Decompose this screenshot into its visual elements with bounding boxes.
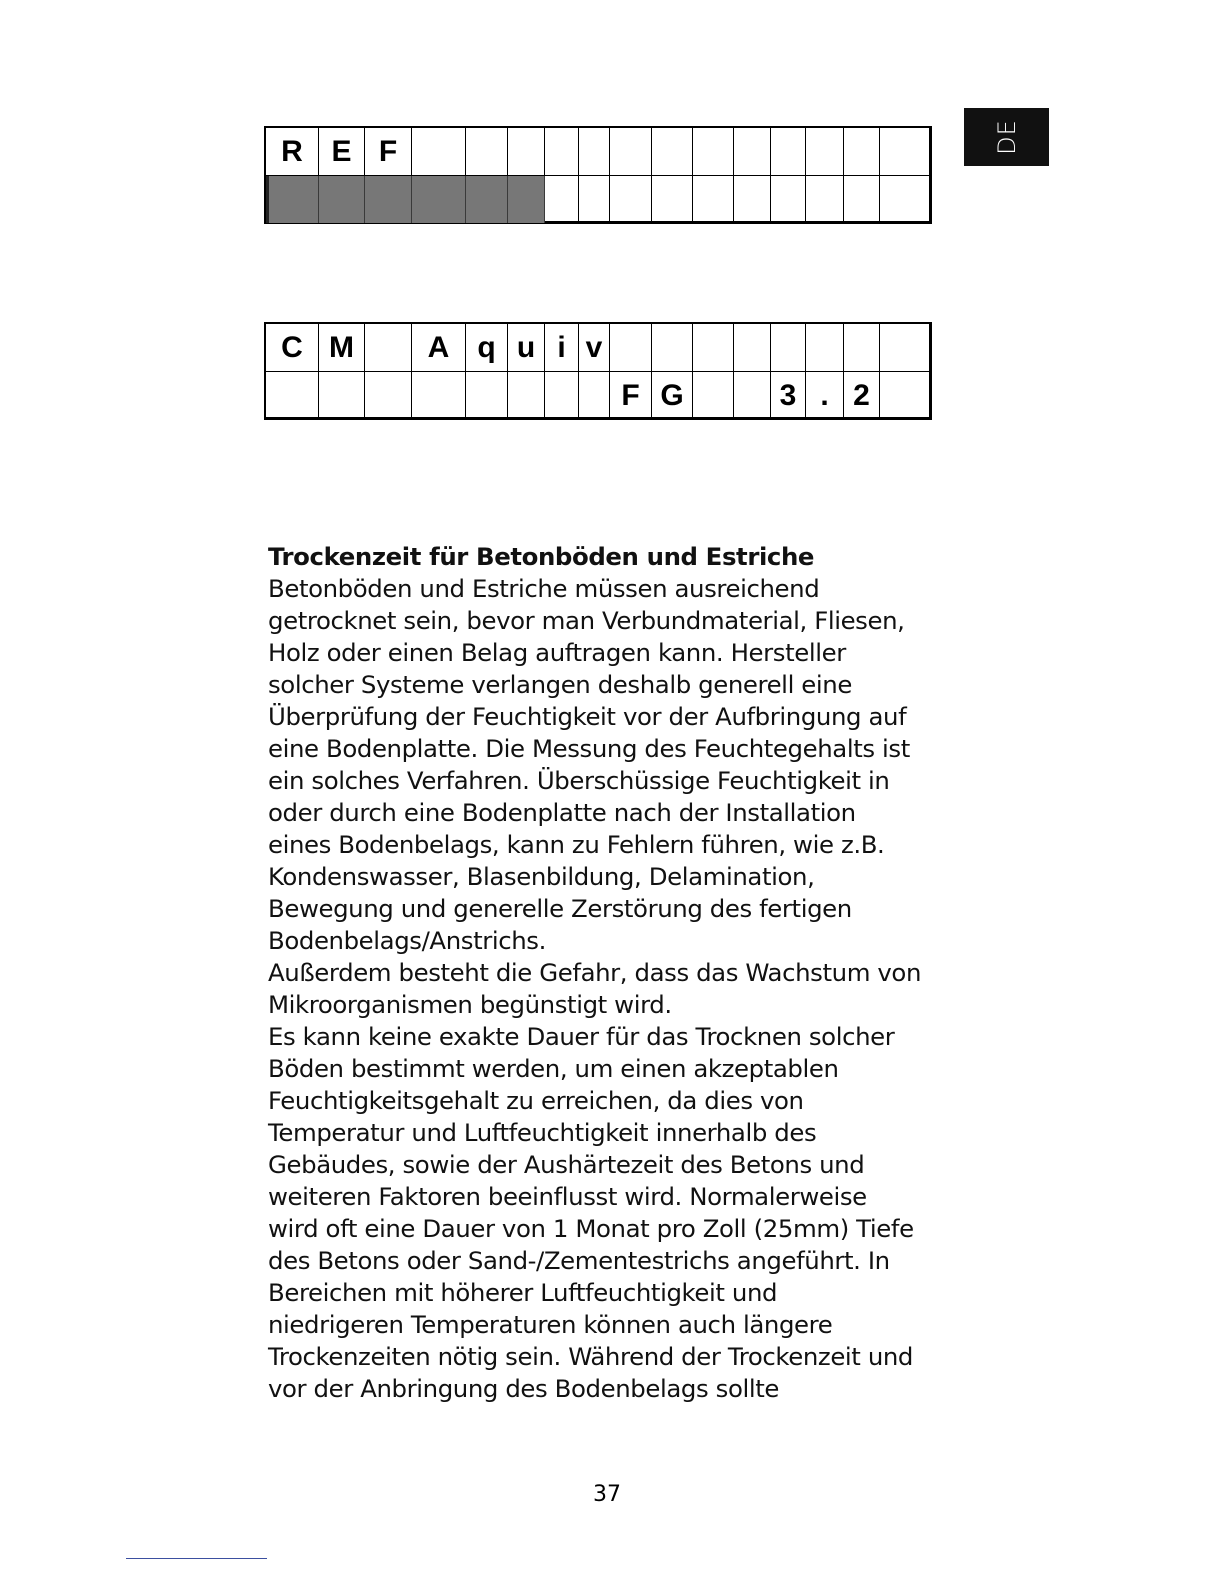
- lcd-cell: C: [266, 324, 319, 371]
- article-line: Es kann keine exakte Dauer für das Trocknen solcher: [268, 1022, 895, 1051]
- lcd-cell: [579, 372, 610, 419]
- article-line: eine Bodenplatte. Die Messung des Feuchtegehalts ist: [268, 734, 910, 763]
- article-line: Überprüfung der Feuchtigkeit vor der Aufbringung auf: [268, 702, 907, 731]
- article-line: Trockenzeiten nötig sein. Während der Trockenzeit und: [268, 1342, 914, 1371]
- lcd-cell: [319, 372, 365, 419]
- lcd-cell: [579, 176, 610, 223]
- lcd-cell: v: [579, 324, 610, 371]
- lcd-cell: [610, 176, 652, 223]
- lcd-cell: [545, 128, 579, 175]
- article-line: oder durch eine Bodenplatte nach der Installation: [268, 798, 856, 827]
- article-line: Bereichen mit höherer Luftfeuchtigkeit und: [268, 1278, 778, 1307]
- lcd-cell: [693, 372, 734, 419]
- article-line: Holz oder einen Belag auftragen kann. Hersteller: [268, 638, 846, 667]
- lcd-cell: [466, 372, 508, 419]
- lcd-display-ref: [264, 126, 932, 224]
- lcd-cell: [610, 128, 652, 175]
- lcd-cell: [844, 324, 880, 371]
- lcd-cell: [412, 372, 466, 419]
- article-line: solcher Systeme verlangen deshalb generell eine: [268, 670, 852, 699]
- lcd-cell: [734, 176, 771, 223]
- lcd-cell: [880, 128, 931, 175]
- lcd-progress-cell: [365, 176, 412, 223]
- lcd-row: [266, 324, 929, 372]
- lcd-cell: [806, 128, 844, 175]
- lcd-cell: .: [806, 372, 844, 419]
- lcd-cell: [508, 372, 545, 419]
- lcd-cell: [693, 128, 734, 175]
- lcd-cell: [508, 128, 545, 175]
- article-line: eines Bodenbelags, kann zu Fehlern führen, wie z.B.: [268, 830, 885, 859]
- lcd-cell: [880, 372, 931, 419]
- article-line: Kondenswasser, Blasenbildung, Delamination,: [268, 862, 815, 891]
- lcd-cell: [266, 372, 319, 419]
- lcd-cell: [693, 324, 734, 371]
- lcd-cell: [771, 128, 806, 175]
- article-line: getrocknet sein, bevor man Verbundmaterial, Fliesen,: [268, 606, 905, 635]
- lcd-row: [266, 128, 929, 176]
- lcd-cell: M: [319, 324, 365, 371]
- lcd-progress-cell: [466, 176, 508, 223]
- article-line: weiteren Faktoren beeinflusst wird. Normalerweise: [268, 1182, 867, 1211]
- lcd-row: [266, 372, 929, 419]
- article: [268, 541, 988, 1405]
- article-line: Feuchtigkeitsgehalt zu erreichen, da dies von: [268, 1086, 804, 1115]
- lcd-progress-cell: [508, 176, 545, 223]
- article-line: Temperatur und Luftfeuchtigkeit innerhalb des: [268, 1118, 817, 1147]
- lcd-cell: [693, 176, 734, 223]
- article-line: ein solches Verfahren. Überschüssige Feuchtigkeit in: [268, 766, 890, 795]
- lcd-cell: q: [466, 324, 508, 371]
- lcd-cell: [652, 128, 693, 175]
- lcd-cell: [545, 176, 579, 223]
- article-line: Bodenbelags/Anstrichs.: [268, 926, 546, 955]
- lcd-progress-cell: [266, 176, 319, 223]
- lcd-cell: [365, 372, 412, 419]
- article-body: [268, 573, 988, 1405]
- lcd-cell: [610, 324, 652, 371]
- lcd-cell: [652, 176, 693, 223]
- lcd-cell: A: [412, 324, 466, 371]
- lcd-cell: i: [545, 324, 579, 371]
- lcd-cell: [880, 176, 931, 223]
- lcd-cell: G: [652, 372, 693, 419]
- lcd-cell: [771, 176, 806, 223]
- article-line: Außerdem besteht die Gefahr, dass das Wachstum von: [268, 958, 922, 987]
- lcd-cell: [412, 128, 466, 175]
- lcd-cell: F: [610, 372, 652, 419]
- language-tab-label: DE: [992, 119, 1021, 155]
- lcd-cell: [579, 128, 610, 175]
- lcd-cell: R: [266, 128, 319, 175]
- lcd-progress-cell: [412, 176, 466, 223]
- lcd-cell: [365, 324, 412, 371]
- lcd-cell: [734, 128, 771, 175]
- article-line: Betonböden und Estriche müssen ausreichend: [268, 574, 820, 603]
- lcd-cell: F: [365, 128, 412, 175]
- article-heading: Trockenzeit für Betonböden und Estriche: [268, 542, 815, 571]
- article-line: Mikroorganismen begünstigt wird.: [268, 990, 672, 1019]
- lcd-cell: [545, 372, 579, 419]
- lcd-cell: [844, 128, 880, 175]
- lcd-cell: u: [508, 324, 545, 371]
- lcd-cell: [734, 324, 771, 371]
- article-line: Gebäudes, sowie der Aushärtezeit des Betons und: [268, 1150, 865, 1179]
- article-line: des Betons oder Sand-/Zementestrichs angeführt. In: [268, 1246, 890, 1275]
- lcd-progress-cell: [319, 176, 365, 223]
- article-line: Bewegung und generelle Zerstörung des fertigen: [268, 894, 852, 923]
- lcd-cell: [880, 324, 931, 371]
- lcd-cell: 3: [771, 372, 806, 419]
- lcd-display-cm-aquiv: [264, 322, 932, 420]
- lcd-cell: 2: [844, 372, 880, 419]
- lcd-row: [266, 176, 929, 223]
- article-line: niedrigeren Temperaturen können auch längere: [268, 1310, 833, 1339]
- article-line: Böden bestimmt werden, um einen akzeptablen: [268, 1054, 839, 1083]
- page-number: 37: [593, 1482, 621, 1507]
- footnote-rule: [126, 1558, 267, 1559]
- lcd-cell: [734, 372, 771, 419]
- lcd-cell: [806, 324, 844, 371]
- lcd-cell: [652, 324, 693, 371]
- lcd-cell: [466, 128, 508, 175]
- lcd-cell: [844, 176, 880, 223]
- language-tab: [964, 108, 1049, 166]
- article-line: vor der Anbringung des Bodenbelags sollte: [268, 1374, 779, 1403]
- article-line: wird oft eine Dauer von 1 Monat pro Zoll (25mm) Tiefe: [268, 1214, 914, 1243]
- lcd-cell: [806, 176, 844, 223]
- lcd-cell: [771, 324, 806, 371]
- lcd-cell: E: [319, 128, 365, 175]
